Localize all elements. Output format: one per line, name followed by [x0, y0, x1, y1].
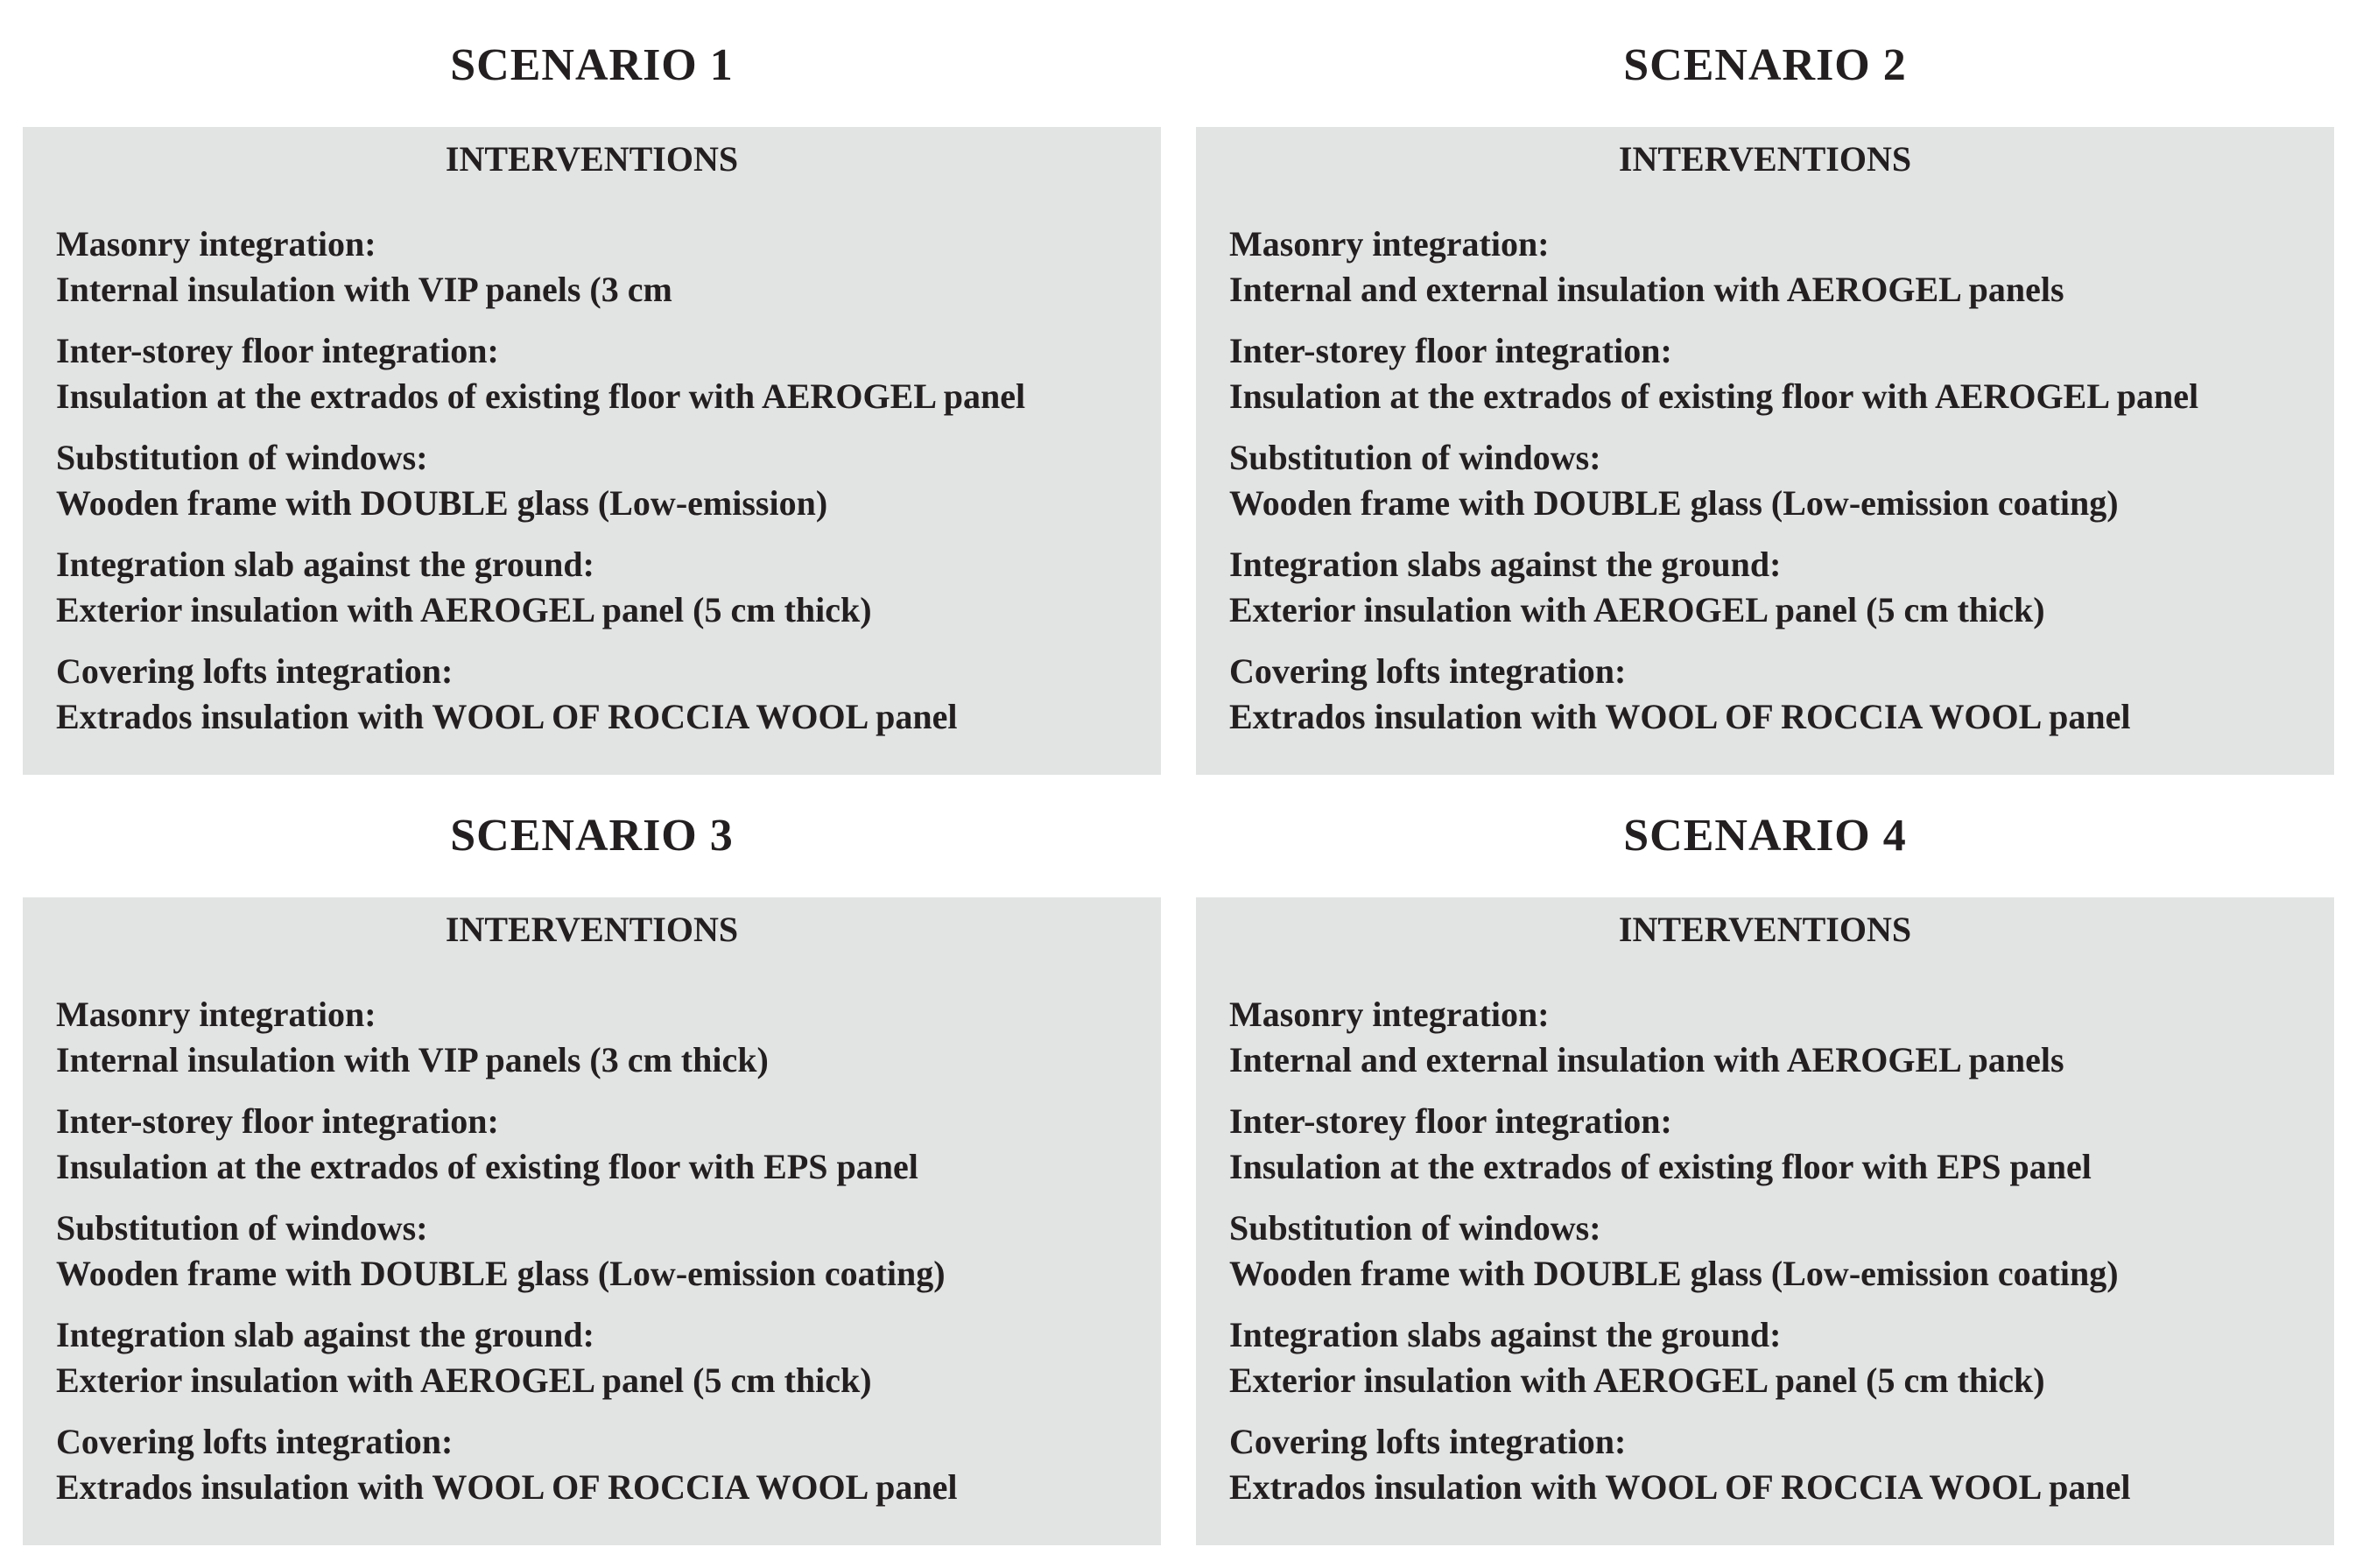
intervention-label: Substitution of windows:: [1229, 1208, 1601, 1248]
intervention-label: Inter-storey floor integration:: [56, 331, 499, 370]
intervention-label: Inter-storey floor integration:: [1229, 1101, 1672, 1141]
intervention-ground-slab: [1229, 542, 2317, 633]
intervention-value: Insulation at the extrados of existing floor with EPS panel: [1229, 1147, 2092, 1186]
intervention-floor: [1229, 328, 2317, 419]
intervention-label: Inter-storey floor integration:: [56, 1101, 499, 1141]
intervention-label: Covering lofts integration:: [56, 651, 454, 691]
intervention-floor: [1229, 1099, 2317, 1190]
intervention-value: Insulation at the extrados of existing floor with AEROGEL panel: [56, 376, 1026, 416]
intervention-value: Insulation at the extrados of existing floor with EPS panel: [56, 1147, 918, 1186]
intervention-value: Wooden frame with DOUBLE glass (Low-emission): [56, 483, 828, 523]
scenario-title: SCENARIO 3: [450, 811, 734, 861]
intervention-label: Substitution of windows:: [1229, 438, 1601, 477]
intervention-label: Covering lofts integration:: [1229, 651, 1627, 691]
intervention-value: Insulation at the extrados of existing floor with AEROGEL panel: [1229, 376, 2199, 416]
intervention-floor: [56, 1099, 1143, 1190]
intervention-label: Integration slabs against the ground:: [1229, 1315, 1782, 1354]
intervention-lofts: [1229, 649, 2317, 740]
intervention-lofts: [56, 649, 1143, 740]
intervention-value: Wooden frame with DOUBLE glass (Low-emission coating): [56, 1254, 946, 1293]
intervention-windows: [1229, 435, 2317, 526]
intervention-masonry: [1229, 992, 2317, 1083]
scenario-title: SCENARIO 2: [1623, 40, 1907, 90]
interventions-list: [1229, 992, 2317, 1526]
intervention-value: Internal and external insulation with AEROGEL panels: [1229, 1040, 2064, 1079]
interventions-panel: [1196, 127, 2334, 775]
intervention-value: Wooden frame with DOUBLE glass (Low-emission coating): [1229, 1254, 2119, 1293]
intervention-label: Masonry integration:: [1229, 224, 1550, 264]
intervention-value: Extrados insulation with WOOL OF ROCCIA WOOL panel: [1229, 1467, 2131, 1507]
intervention-label: Inter-storey floor integration:: [1229, 331, 1672, 370]
intervention-windows: [1229, 1206, 2317, 1297]
intervention-windows: [56, 1206, 1143, 1297]
intervention-masonry: [1229, 221, 2317, 313]
interventions-heading: INTERVENTIONS: [445, 139, 739, 179]
intervention-value: Exterior insulation with AEROGEL panel (5 cm thick): [1229, 1361, 2045, 1400]
intervention-value: Extrados insulation with WOOL OF ROCCIA WOOL panel: [56, 697, 958, 736]
intervention-ground-slab: [56, 1312, 1143, 1403]
interventions-list: [1229, 221, 2317, 756]
intervention-windows: [56, 435, 1143, 526]
intervention-value: Internal insulation with VIP panels (3 cm thick): [56, 1040, 769, 1079]
intervention-label: Substitution of windows:: [56, 438, 428, 477]
intervention-value: Exterior insulation with AEROGEL panel (5 cm thick): [56, 1361, 872, 1400]
interventions-panel: [23, 897, 1161, 1545]
interventions-panel: [23, 127, 1161, 775]
interventions-heading: INTERVENTIONS: [1618, 139, 1912, 179]
intervention-value: Internal and external insulation with AEROGEL panels: [1229, 270, 2064, 309]
intervention-ground-slab: [1229, 1312, 2317, 1403]
scenario-title: SCENARIO 1: [450, 40, 734, 90]
intervention-label: Integration slab against the ground:: [56, 1315, 594, 1354]
intervention-value: Exterior insulation with AEROGEL panel (5 cm thick): [1229, 590, 2045, 629]
intervention-lofts: [56, 1419, 1143, 1510]
intervention-floor: [56, 328, 1143, 419]
intervention-value: Wooden frame with DOUBLE glass (Low-emission coating): [1229, 483, 2119, 523]
scenario-title: SCENARIO 4: [1623, 811, 1907, 861]
intervention-label: Covering lofts integration:: [1229, 1422, 1627, 1461]
intervention-label: Masonry integration:: [56, 224, 376, 264]
intervention-masonry: [56, 992, 1143, 1083]
interventions-heading: INTERVENTIONS: [1618, 910, 1912, 949]
intervention-label: Integration slabs against the ground:: [1229, 545, 1782, 584]
interventions-panel: [1196, 897, 2334, 1545]
intervention-label: Integration slab against the ground:: [56, 545, 594, 584]
intervention-value: Extrados insulation with WOOL OF ROCCIA WOOL panel: [1229, 697, 2131, 736]
intervention-masonry: [56, 221, 1143, 313]
intervention-lofts: [1229, 1419, 2317, 1510]
intervention-label: Masonry integration:: [1229, 995, 1550, 1034]
intervention-label: Covering lofts integration:: [56, 1422, 454, 1461]
intervention-value: Exterior insulation with AEROGEL panel (5 cm thick): [56, 590, 872, 629]
interventions-list: [56, 221, 1143, 756]
intervention-value: Extrados insulation with WOOL OF ROCCIA WOOL panel: [56, 1467, 958, 1507]
intervention-label: Masonry integration:: [56, 995, 376, 1034]
intervention-value: Internal insulation with VIP panels (3 cm: [56, 270, 672, 309]
interventions-list: [56, 992, 1143, 1526]
intervention-label: Substitution of windows:: [56, 1208, 428, 1248]
intervention-ground-slab: [56, 542, 1143, 633]
interventions-heading: INTERVENTIONS: [445, 910, 739, 949]
